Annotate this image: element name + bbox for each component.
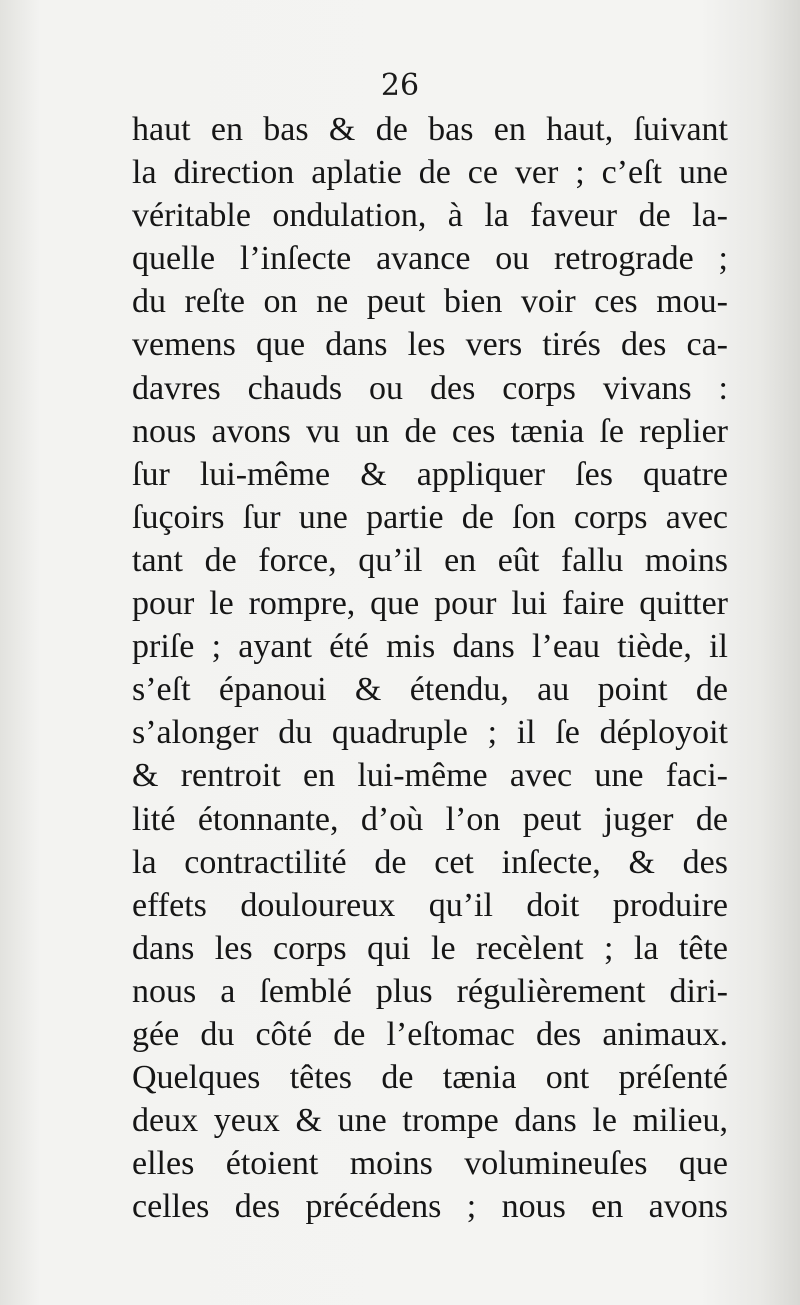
text-line-26: celles des précédens ; nous en avons (132, 1188, 728, 1226)
text-line-4: quelle l’inſecte avance ou retrograde ; (132, 240, 728, 278)
text-line-18: la contractilité de cet inſecte, & des (132, 843, 728, 881)
text-line-11: tant de force, qu’il en eût fallu moins (132, 541, 728, 579)
text-line-25: elles étoient moins volumineuſes que (132, 1145, 728, 1183)
text-line-8: nous avons vu un de ces tænia ſe replier (132, 412, 728, 450)
text-line-9: ſur lui-même & appliquer ſes quatre (132, 455, 728, 493)
text-line-5: du reſte on ne peut bien voir ces mou- (132, 283, 728, 321)
text-line-6: vemens que dans les vers tirés des ca- (132, 326, 728, 364)
text-line-2: la direction aplatie de ce ver ; c’eſt une (132, 154, 728, 192)
text-line-12: pour le rompre, que pour lui faire quitter (132, 585, 728, 623)
text-line-19: effets douloureux qu’il doit produire (132, 886, 728, 924)
text-line-16: & rentroit en lui-même avec une faci- (132, 757, 728, 795)
text-line-15: s’alonger du quadruple ; il ſe déployoit (132, 714, 728, 752)
text-line-21: nous a ſemblé plus régulièrement diri- (132, 972, 728, 1010)
text-line-14: s’eſt épanoui & étendu, au point de (132, 671, 728, 709)
text-line-3: véritable ondulation, à la faveur de la- (132, 197, 728, 235)
text-line-13: priſe ; ayant été mis dans l’eau tiède, il (132, 628, 728, 666)
text-line-10: ſuçoirs ſur une partie de ſon corps avec (132, 498, 728, 536)
text-line-20: dans les corps qui le recèlent ; la tête (132, 929, 728, 967)
text-line-24: deux yeux & une trompe dans le milieu, (132, 1102, 728, 1140)
text-line-22: gée du côté de l’eſtomac des animaux. (132, 1015, 728, 1053)
text-line-17: lité étonnante, d’où l’on peut juger de (132, 800, 728, 838)
text-line-1: haut en bas & de bas en haut, ſuivant (132, 111, 728, 148)
text-line-23: Quelques têtes de tænia ont préſenté (132, 1059, 728, 1097)
text-line-7: davres chauds ou des corps vivans : (132, 369, 728, 407)
body-text (132, 108, 728, 1228)
page-number: 26 (380, 68, 420, 103)
